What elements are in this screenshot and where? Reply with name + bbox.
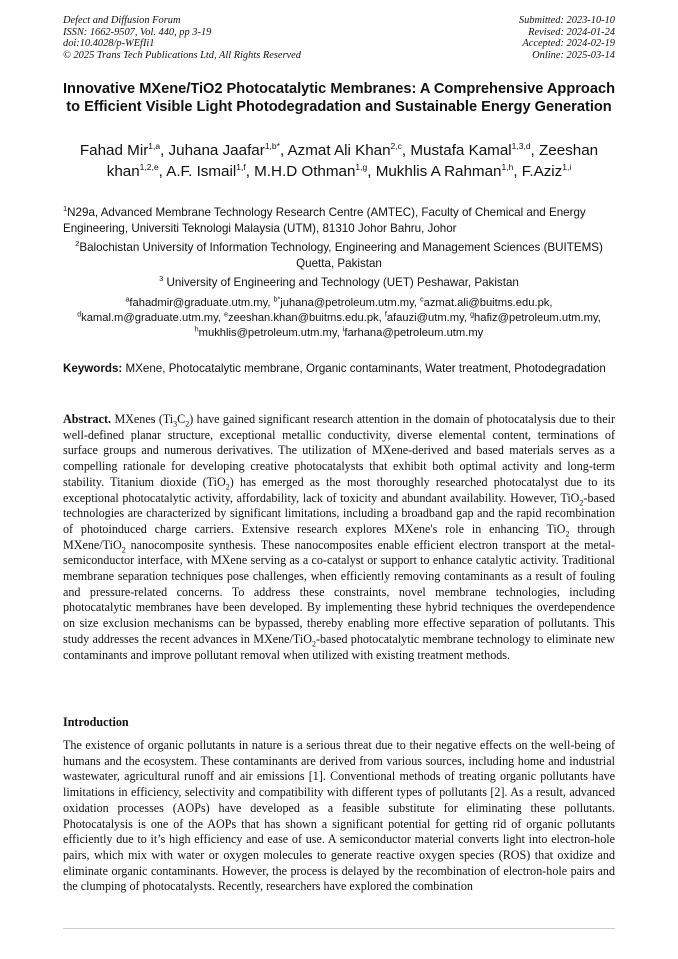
revised-date: Revised: 2024-01-24 — [528, 26, 615, 38]
email-entry — [420, 297, 552, 309]
email-entry — [125, 297, 273, 309]
author — [288, 142, 411, 159]
author-separator: , — [245, 163, 255, 180]
email-entry — [274, 297, 421, 309]
author-separator: , — [513, 163, 522, 180]
journal-name: Defect and Diffusion Forum — [63, 15, 181, 26]
subscript: 2 — [565, 529, 570, 539]
author-separator: , — [279, 142, 288, 159]
affiliation-text: N29a, Advanced Membrane Technology Research Centre (AMTEC), Faculty of Chemical and Energy Engineering, Universiti Teknologi Malaysia (UTM), 81310 Johor Bahru, Johor — [63, 206, 586, 235]
author-affiliation-marker: 1,2,e — [139, 161, 159, 172]
email-entry — [343, 327, 483, 339]
introduction-text: The existence of organic pollutants in nature is a serious threat due to their negative effects on the well-being of humans and the ecosystem. These contaminants are derived from various sources, including home and industrial wastewater, agricultural runoff and air emissions [1]. Conventional methods of treating organic pollutants have limitations in efficiency, selectivity and compatibility with different types of pollutants [2]. As a result, advanced oxidation processes (AOPs) have developed as a feasible substitute for eliminating these pollutants. Photocatalysis is one of the AOPs that has shown a significant potential for getting rid of organic pollutants efficiently due to it’s high efficiency and ease of use. A semiconductor material converts light into electron-hole pairs, which mix with water or oxygen molecules to generate reactive oxygen species (ROS) that oxidize and eliminate organic contaminants. However, the process is delayed by the recombination of electron-hole pairs and the clumping of photocatalysts. Recently, researchers have explored the combination — [63, 738, 615, 894]
journal-issn: ISSN: 1662-9507, Vol. 440, pp 3-19 — [63, 26, 212, 38]
author — [80, 142, 169, 159]
abstract-label: Abstract. — [63, 412, 112, 426]
submitted-date: Submitted: 2023-10-10 — [518, 15, 615, 26]
author-separator: , — [530, 142, 539, 159]
email-marker: i — [342, 325, 345, 333]
email-entry — [77, 312, 224, 324]
email-marker: e — [224, 311, 228, 319]
author-affiliation-marker: 1,b* — [264, 140, 280, 151]
email-link[interactable]: zeeshan.khan@buitms.edu.pk — [227, 311, 379, 324]
email-marker: g — [470, 311, 474, 319]
affiliation-number: 2 — [75, 239, 80, 249]
author — [522, 163, 572, 180]
email-separator: , — [413, 297, 421, 309]
email-link[interactable]: hafiz@petroleum.utm.my — [474, 311, 598, 324]
email-entry — [470, 312, 601, 324]
subscript: 2 — [121, 545, 126, 555]
email-separator: , — [463, 311, 471, 324]
email-link[interactable]: afauzi@utm.my — [386, 311, 464, 324]
email-marker: f — [384, 311, 387, 319]
journal-info — [63, 15, 301, 61]
email-entry — [385, 312, 470, 324]
subscript: 3 — [173, 419, 178, 429]
abstract-segment: MXenes (Ti — [114, 412, 174, 426]
email-separator: , — [549, 297, 553, 309]
author-affiliation-marker: 2,c — [390, 140, 402, 151]
author-affiliation-marker: 1,3,d — [511, 140, 531, 151]
email-separator: , — [217, 311, 225, 324]
email-entry — [224, 312, 385, 324]
subscript: 2 — [225, 482, 230, 492]
abstract-segment: ) have gained significant research attention in the domain of photocatalysis due to their well-defined planar structure, exceptional metallic conductivity, diverse elemental content, terminations of surface groups and numerous derivatives. The utilization of MXene-derived and based materials serves as a compelling rationale for developing creative photocatalysts that exhibit both optimal activity and long-term stability. Titanium dioxide (TiO — [63, 412, 615, 489]
author-name: M.H.D Othman — [254, 163, 356, 180]
author-name: Azmat Ali Khan — [287, 142, 391, 159]
author — [166, 163, 254, 180]
affiliation-number: 3 — [159, 274, 164, 284]
author — [376, 163, 522, 180]
subscript: 2 — [311, 639, 316, 649]
author-list — [63, 140, 615, 182]
abstract-segment: nanocomposite synthesis. These nanocomposites enable efficient electron transport at the metal-semiconductor interface, with MXene serving as a co-catalyst or support to enhance catalytic activity. Traditional membrane separation techniques pose challenges, when efficiently removing contaminants as a result of fouling and pressure-related concerns. To address these constraints, novel membrane technologies, including photocatalytic membranes have been developed. By implementing these hybrid techniques the overdependence on size exclusion mechanisms can be bypassed, thereby enabling more effective separation of pollutants. This study addresses the recent advances in MXene/TiO — [63, 537, 615, 646]
accepted-date: Accepted: 2024-02-19 — [522, 38, 615, 50]
email-marker: b* — [273, 296, 281, 304]
author-name: Fahad Mir — [79, 142, 149, 159]
email-link[interactable]: kamal.m@graduate.utm.my — [81, 311, 218, 324]
abstract-segment: through MXene/TiO — [63, 521, 615, 552]
author-separator: , — [367, 163, 376, 180]
author — [410, 142, 539, 159]
keywords-label: Keywords: — [63, 362, 123, 375]
email-link[interactable]: juhana@petroleum.utm.my — [280, 297, 414, 309]
affiliation-number: 1 — [63, 204, 68, 214]
subscript: 2 — [185, 419, 190, 429]
email-marker: c — [420, 296, 424, 304]
affiliation-text: Balochistan University of Information Technology, Engineering and Management Sciences (BUITEMS) Quetta, Pakistan — [79, 241, 603, 270]
affiliation-text: University of Engineering and Technology (UET) Peshawar, Pakistan — [166, 276, 519, 289]
affiliation — [63, 240, 615, 271]
author-separator: , — [158, 163, 167, 180]
paper-title: Innovative MXene/TiO2 Photocatalytic Membranes: A Comprehensive Approach to Efficient Visible Light Photodegradation and Sustainable Energy Generation — [63, 81, 615, 115]
affiliation — [63, 205, 615, 236]
abstract-segment: -based technologies are characterized by significant limitations, including a broadband gap and the rapid recombination of photoinduced charge carriers. Extensive research explores MXene's role in enhancing TiO — [63, 490, 615, 536]
email-entry — [195, 327, 343, 339]
email-link[interactable]: farhana@petroleum.utm.my — [344, 326, 484, 339]
email-link[interactable]: mukhlis@petroleum.utm.my — [198, 326, 337, 339]
abstract-segment: ) has emerged as the most thoroughly researched photocatalyst due to its exceptional photocatalytic activity, affordability, lack of toxicity and abundant availability. However, TiO — [63, 474, 615, 505]
author-affiliation-marker: 1,a — [148, 140, 161, 151]
author-affiliation-marker: 1,g — [355, 161, 368, 172]
author-name: Juhana Jaafar — [168, 142, 265, 159]
email-marker: d — [77, 311, 82, 319]
author-affiliation-marker: 1,h — [501, 161, 514, 172]
footer-divider — [63, 928, 615, 929]
author-name: Mukhlis A Rahman — [375, 163, 502, 180]
copyright-line: © 2025 Trans Tech Publications Ltd, All Rights Reserved — [63, 49, 301, 61]
keywords — [63, 362, 615, 377]
author-name: A.F. Ismail — [166, 163, 237, 180]
author-affiliation-marker: 1,i — [562, 161, 572, 172]
author-name: Mustafa Kamal — [410, 142, 512, 159]
email-marker: a — [125, 296, 130, 304]
abstract-segment: C — [177, 412, 186, 426]
email-separator: , — [336, 326, 343, 339]
author-name: Zeeshan khan — [106, 142, 599, 180]
keywords-text: MXene, Photocatalytic membrane, Organic contaminants, Water treatment, Photodegradation — [125, 362, 606, 375]
email-link[interactable]: azmat.ali@buitms.edu.pk — [423, 297, 550, 309]
abstract — [63, 412, 615, 663]
author-separator: , — [160, 142, 169, 159]
author-name: F.Aziz — [521, 163, 563, 180]
article-doi: doi:10.4028/p-WEfIi1 — [63, 38, 155, 50]
author-separator: , — [401, 142, 411, 159]
email-separator: , — [597, 311, 601, 324]
email-link[interactable]: fahadmir@graduate.utm.my — [129, 297, 268, 309]
email-separator: , — [267, 297, 274, 309]
email-list — [63, 296, 615, 340]
online-date: Online: 2025-03-14 — [532, 49, 615, 61]
subscript: 2 — [579, 497, 584, 507]
affiliation — [63, 275, 615, 291]
email-marker: h — [194, 325, 199, 333]
article-dates — [519, 15, 615, 61]
abstract-text — [63, 412, 615, 662]
author-affiliation-marker: 1,f — [236, 161, 246, 172]
introduction-heading: Introduction — [63, 715, 129, 729]
author — [169, 142, 288, 159]
email-separator: , — [378, 311, 385, 324]
abstract-segment: -based photocatalytic membrane technology to eliminate new contaminants and improve pollutant removal when utilized with existing treatment methods. — [63, 631, 615, 662]
author — [254, 163, 376, 180]
